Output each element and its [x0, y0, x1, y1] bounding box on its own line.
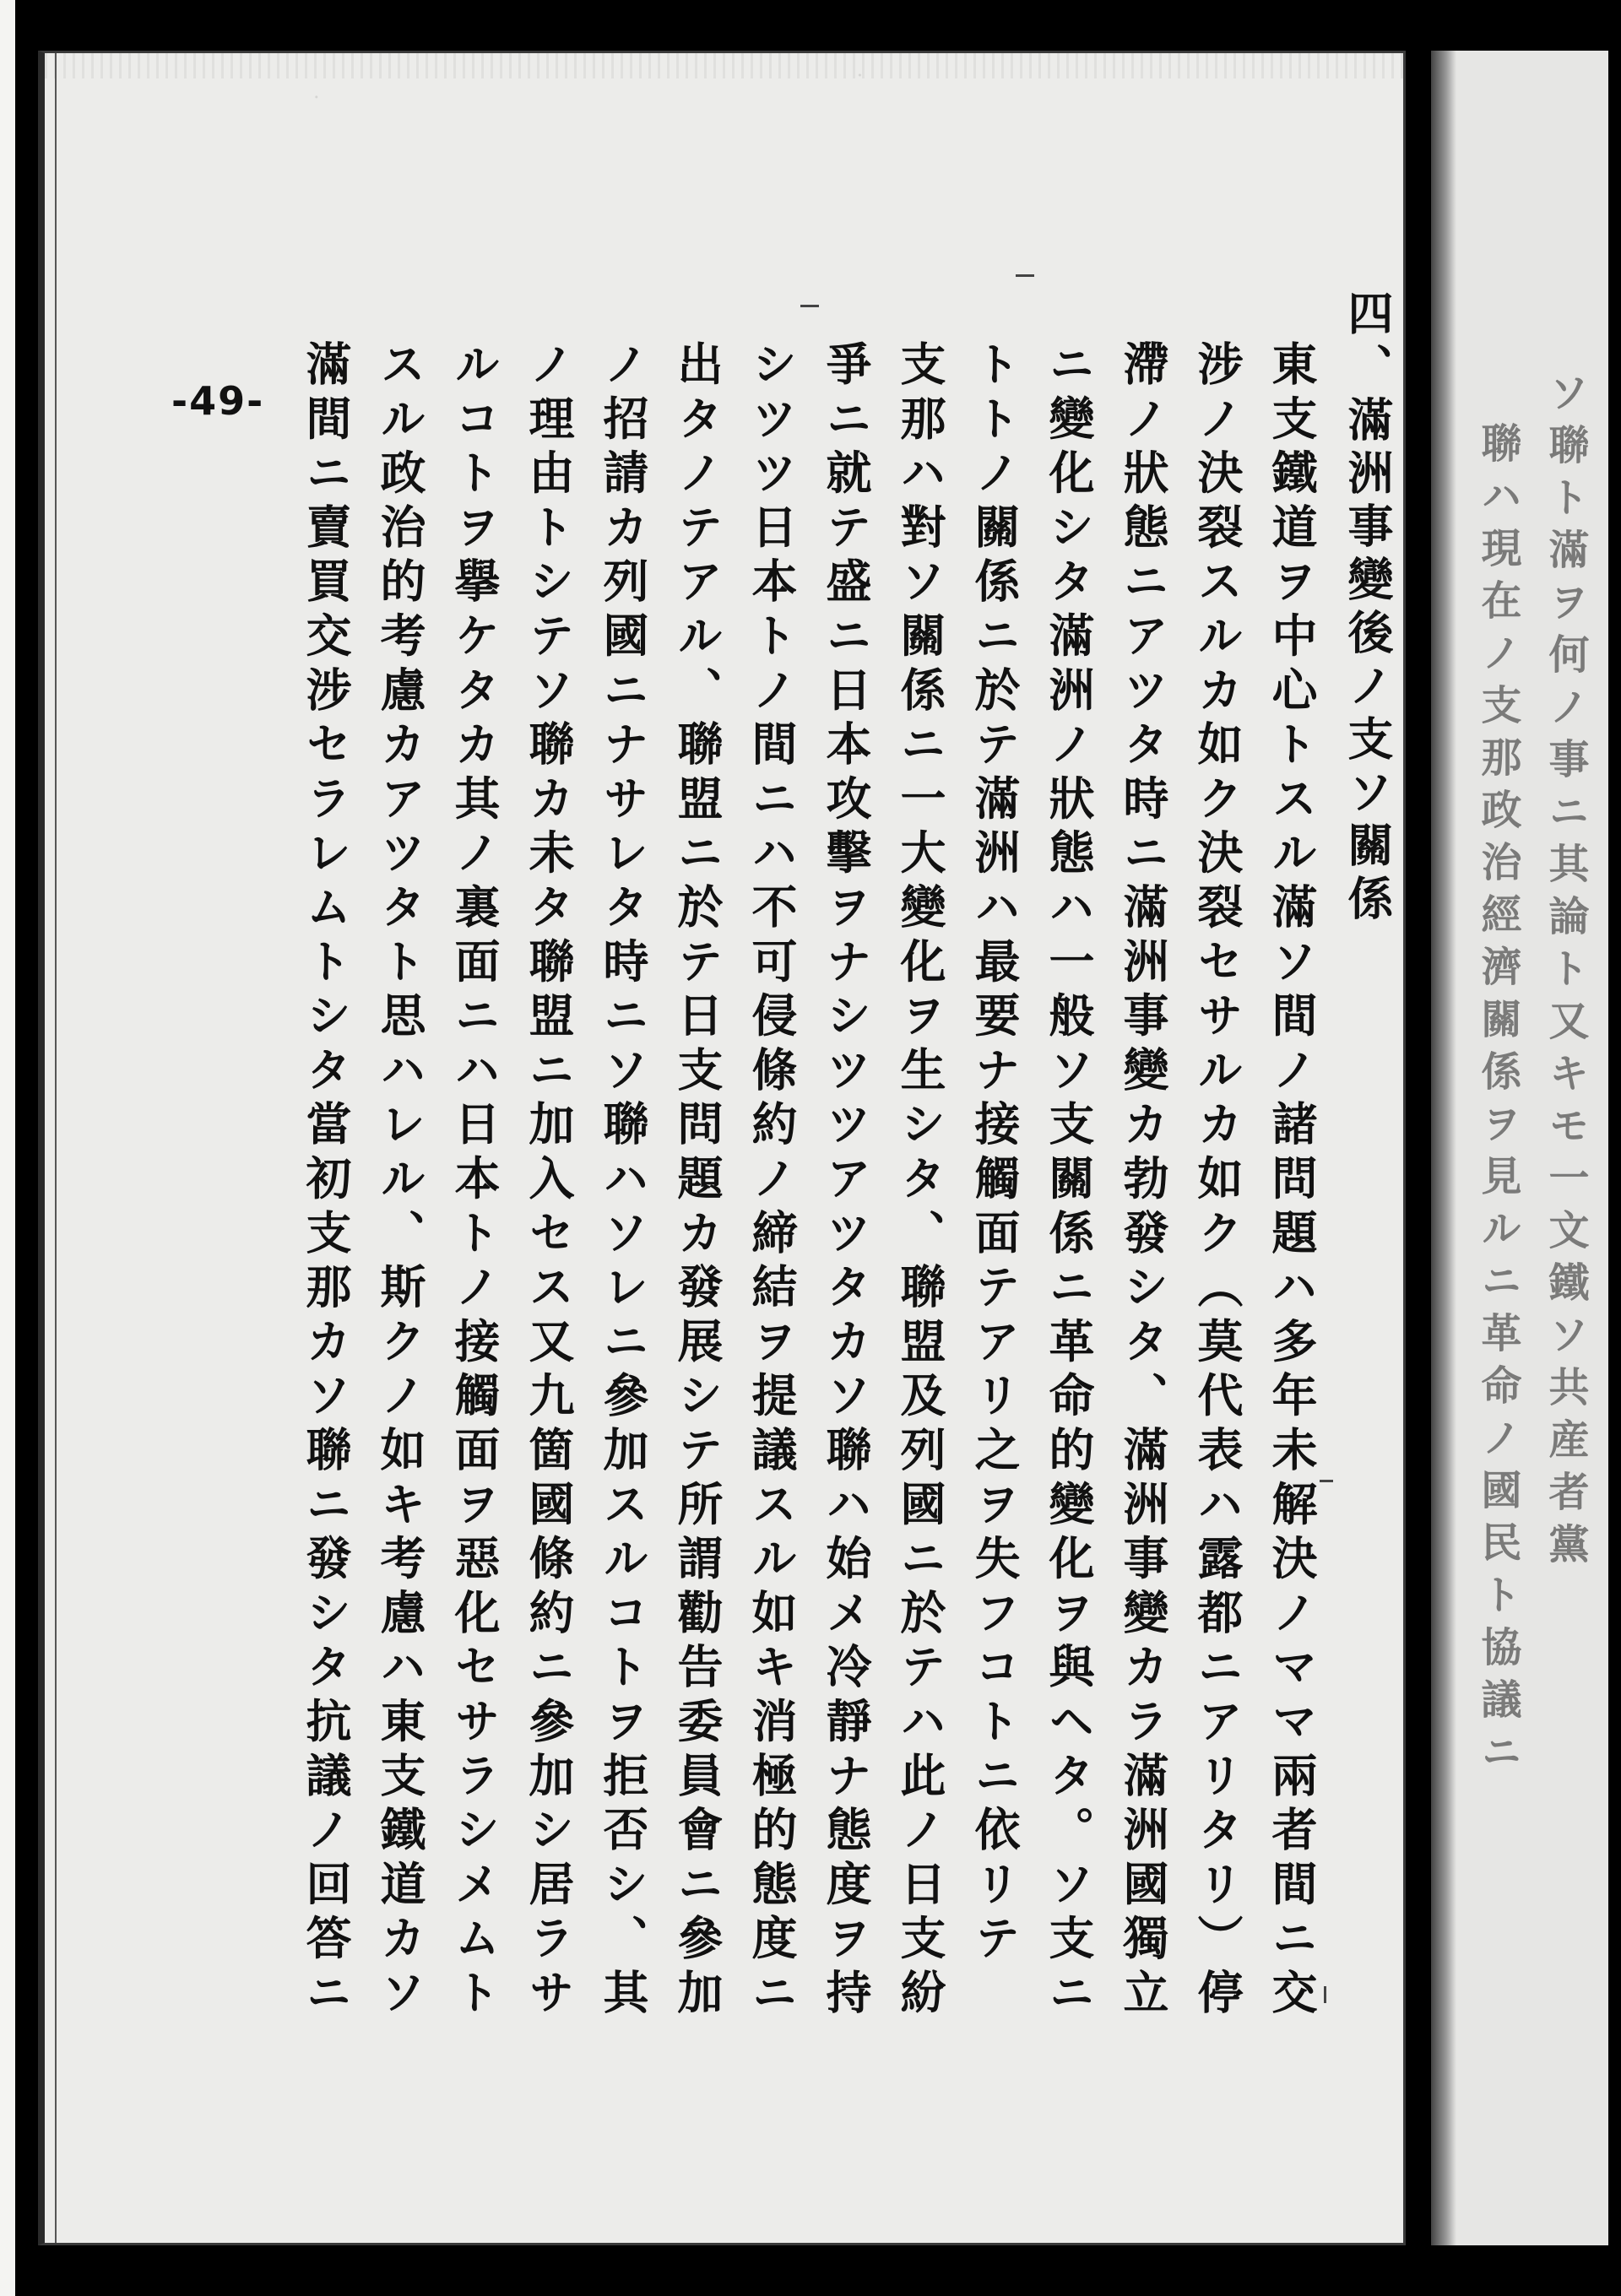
stray-mark: [800, 305, 819, 307]
text-column: ノ理由トシテソ聯カ未タ聯盟ニ加入セス又九箇國條約ニ參加シ居ラサ: [522, 340, 576, 2023]
adjacent-page: [1431, 51, 1608, 2262]
text-column: 滯ノ狀態ニアツタ時ニ滿洲事變カ勃發シタ、滿洲事變カラ滿洲國獨立: [1116, 340, 1170, 2023]
section-heading: 四、滿洲事變後ノ支ソ關係: [1341, 290, 1395, 928]
stray-mark: [1324, 1986, 1326, 2003]
text-column: 支那ハ對ソ關係ニ一大變化ヲ生シタ、聯盟及列國ニ於テハ此ノ日支紛: [893, 340, 947, 2023]
page-top-noise: [45, 53, 1403, 79]
text-column: 東支鐵道ヲ中心トスル滿ソ間ノ諸問題ハ多年未解決ノママ兩者間ニ交: [1265, 340, 1319, 2023]
text-column: 涉ノ決裂スルカ如ク決裂セサルカ如ク（莫代表ハ露都ニアリタリ）停: [1190, 340, 1244, 2023]
page-number: -49-: [171, 378, 265, 424]
text-column: ルコトヲ擧ケタカ其ノ裏面ニハ日本トノ接觸面ヲ惡化セサラシメムト: [447, 340, 501, 2023]
adjacent-text-column: 聯ハ現在ノ支那政治經濟關係ヲ見ルニ革命ノ國民ト協議ニ: [1474, 422, 1521, 1783]
text-column: トトノ關係ニ於テ滿洲ハ最要ナ接觸面テアリ之ヲ失フコトニ依リテ: [968, 340, 1022, 1968]
stray-mark: [1320, 1480, 1333, 1482]
text-column: ノ招請カ列國ニナサレタ時ニソ聯ハソレニ參加スルコトヲ拒否シ、其: [596, 340, 650, 2023]
scan-border: [1414, 2245, 1621, 2296]
text-column: 滿間ニ賣買交涉セラレムトシタ當初支那カソ聯ニ發シタ抗議ノ回答ニ: [299, 340, 353, 2023]
text-column: 出タノテアル、聯盟ニ於テ日支問題カ發展シテ所謂勸告委員會ニ參加: [670, 340, 724, 2023]
page-gutter-shadow: [1431, 51, 1456, 2262]
text-column: シツツ日本トノ間ニハ不可侵條約ノ締結ヲ提議スル如キ消極的態度ニ: [745, 340, 799, 2023]
document-page: [38, 51, 1406, 2245]
text-column: スル政治的考慮カアツタト思ハレル、斯クノ如キ考慮ハ東支鐵道カソ: [373, 340, 427, 2023]
scan-edge-left: [0, 0, 15, 2296]
text-column: ニ變化シタ滿洲ノ狀態ハ一般ソ支關係ニ革命的變化ヲ與ヘタ。ソ支ニ: [1042, 340, 1096, 2023]
text-column: 爭ニ就テ盛ニ日本攻擊ヲナシツツアツタカソ聯ハ始メ冷靜ナ態度ヲ持: [819, 340, 873, 2023]
page-left-rule: [55, 53, 57, 2243]
stray-mark: [1016, 274, 1034, 277]
adjacent-text-column: ソ聯ト滿ヲ何ノ事ニ其論ト又キモ一文鐵ソ共産者黨: [1542, 371, 1589, 1575]
